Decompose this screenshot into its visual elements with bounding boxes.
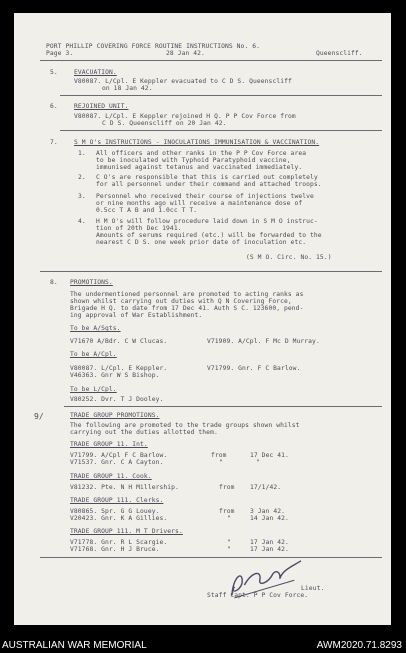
- list-item: V71778. Gnr. R L Scargie.: [70, 539, 168, 546]
- subheading: To be A/Sgts.: [70, 325, 121, 332]
- divider: [60, 130, 382, 131]
- list-item: V71799. Gnr. F C Barlow.: [207, 365, 301, 372]
- subheading: TRADE GROUP 111. Clerks.: [70, 497, 164, 504]
- list-item: ": [227, 515, 231, 522]
- paragraph-line: tion of 20th Dec 1941.: [96, 225, 182, 232]
- paragraph-line: for all personnel under their command and attached troops.: [96, 181, 322, 188]
- paragraph-line: H M O's will follow procedure laid down in S M O instruc-: [96, 218, 318, 225]
- list-item: V71909. A/Cpl. F Mc D Murray.: [207, 338, 320, 345]
- list-item: V71799. A/Cpl F C Barlow.: [70, 452, 168, 459]
- entry-line: on 18 Jan 42.: [102, 85, 153, 92]
- list-item: ": [219, 459, 223, 466]
- section-title: EVACUATION.: [74, 69, 117, 76]
- list-item: V71537. Gnr. C A Cayton.: [70, 459, 164, 466]
- paragraph-line: The undermentioned personnel are promoted to acting ranks as: [70, 291, 304, 298]
- list-item: from: [219, 484, 235, 491]
- list-item: V81232. Pte. N H Millership.: [70, 484, 179, 491]
- section-title: PROMOTIONS.: [70, 279, 113, 286]
- list-item: 17 Dec 41.: [250, 452, 289, 459]
- subheading: To be L/Cpl.: [70, 386, 117, 393]
- paragraph-number: 2.: [78, 174, 86, 181]
- section-number: 8.: [50, 279, 58, 286]
- list-item: 17 Jan 42.: [250, 546, 289, 553]
- paragraph-line: All officers and other ranks in the P P Cov Force area: [96, 150, 307, 157]
- list-item: ": [256, 459, 260, 466]
- paragraph-line: Amounts of serums required (etc.) will be forwarded to the: [96, 232, 322, 239]
- section-title: REJOINED UNIT.: [74, 103, 129, 110]
- entry-line: C D S. Queenscliff on 20 Jan 42.: [102, 120, 227, 127]
- divider: [64, 406, 382, 407]
- paragraph-line: C O's are responsible that this is carried out completely: [96, 174, 318, 181]
- list-item: V80087. L/Cpl. E Keppler.: [70, 365, 168, 372]
- subheading: TRADE GROUP 11. Int.: [70, 441, 148, 448]
- list-item: 14 Jan 42.: [250, 515, 289, 522]
- circular-reference: (S M O. Circ. No. 15.): [246, 254, 332, 261]
- divider: [40, 271, 382, 272]
- entry-line: V80087. L/Cpl. E Keppler evacuated to C D S. Queenscliff: [74, 78, 292, 85]
- subheading: TRADE GROUP 11. Cook.: [70, 473, 152, 480]
- signatory-title: Staff Capt. P P Cov Force.: [207, 592, 309, 599]
- paragraph-line: Personnel who received their course of injections twelve: [96, 193, 314, 200]
- section-number: 6.: [50, 103, 58, 110]
- list-item: from: [219, 508, 235, 515]
- paragraph-line: to be inoculated with Typhoid Paratyphoid vaccine,: [96, 157, 291, 164]
- document-page: [14, 13, 391, 625]
- paragraph-line: nearest C D S. one week prior date of inoculation etc.: [96, 239, 307, 246]
- section-number: 7.: [50, 139, 58, 146]
- paragraph-line: ing approval of War Establishment.: [70, 312, 203, 319]
- paragraph-line: 0.5cc T A B and 1.0cc T T.: [96, 207, 198, 214]
- list-item: 17 Jan 42.: [250, 539, 289, 546]
- archive-reference: AWM2020.71.8293: [316, 640, 402, 651]
- paragraph-number: 4.: [78, 218, 86, 225]
- list-item: V71670 A/Bdr. C W Clucas.: [70, 338, 168, 345]
- list-item: from: [211, 452, 227, 459]
- paragraph-number: 3.: [78, 193, 86, 200]
- paragraph-line: shown whilst carrying out duties with Q N Covering Force,: [70, 298, 292, 305]
- header-date: 28 Jan 42.: [166, 50, 205, 57]
- list-item: V80865. Spr. G G Louey.: [70, 508, 160, 515]
- section-number: 9/: [34, 412, 44, 421]
- section-title: S M O's INSTRUCTIONS - INOCULATIONS IMMUNISATION & VACCINATION.: [74, 139, 320, 146]
- paragraph-line: The following are promoted to the trade groups shown whilst: [70, 422, 300, 429]
- list-item: V46363. Gnr W S Bishop.: [70, 372, 160, 379]
- list-item: 17/1/42.: [250, 484, 282, 491]
- list-item: 3 Jan 42.: [250, 508, 286, 515]
- paragraph-line: immunised against tetanus and vaccinated immediately.: [96, 164, 303, 171]
- paragraph-line: Brigade H Q. to date from 17 Dec 41. Auth S C. 123600, pend-: [70, 305, 304, 312]
- paragraph-number: 1.: [78, 150, 86, 157]
- archive-name: AUSTRALIAN WAR MEMORIAL: [2, 640, 147, 651]
- list-item: V80252. Dvr. T J Dooley.: [70, 396, 164, 403]
- section-title: TRADE GROUP PROMOTIONS.: [70, 412, 160, 419]
- subheading: To be A/Cpl.: [70, 351, 117, 358]
- divider: [40, 60, 382, 61]
- divider: [40, 557, 382, 558]
- header-line: PORT PHILLIP COVERING FORCE ROUTINE INSTRUCTIONS No. 6.: [46, 43, 261, 50]
- page-number: Page 3.: [46, 50, 74, 57]
- paragraph-line: carrying out the duties allotted them.: [70, 429, 218, 436]
- entry-line: V80087. L/Cpl. E Keppler rejoined H Q. P P Cov Force from: [74, 113, 296, 120]
- paragraph-line: or nine months ago will receive a maintenance dose of: [96, 200, 303, 207]
- archive-footer: [0, 633, 406, 653]
- list-item: ": [227, 546, 231, 553]
- list-item: V71768. Gnr. H J Bruce.: [70, 546, 160, 553]
- list-item: V20423. Gnr. K A Gillies.: [70, 515, 168, 522]
- handwritten-signature: [221, 554, 313, 608]
- signatory-rank: Lieut.: [301, 585, 325, 592]
- list-item: ": [227, 539, 231, 546]
- divider: [60, 95, 382, 96]
- section-number: 5.: [50, 69, 58, 76]
- header-place: Queenscliff.: [316, 50, 363, 57]
- subheading: TRADE GROUP 111. M T Drivers.: [70, 528, 183, 535]
